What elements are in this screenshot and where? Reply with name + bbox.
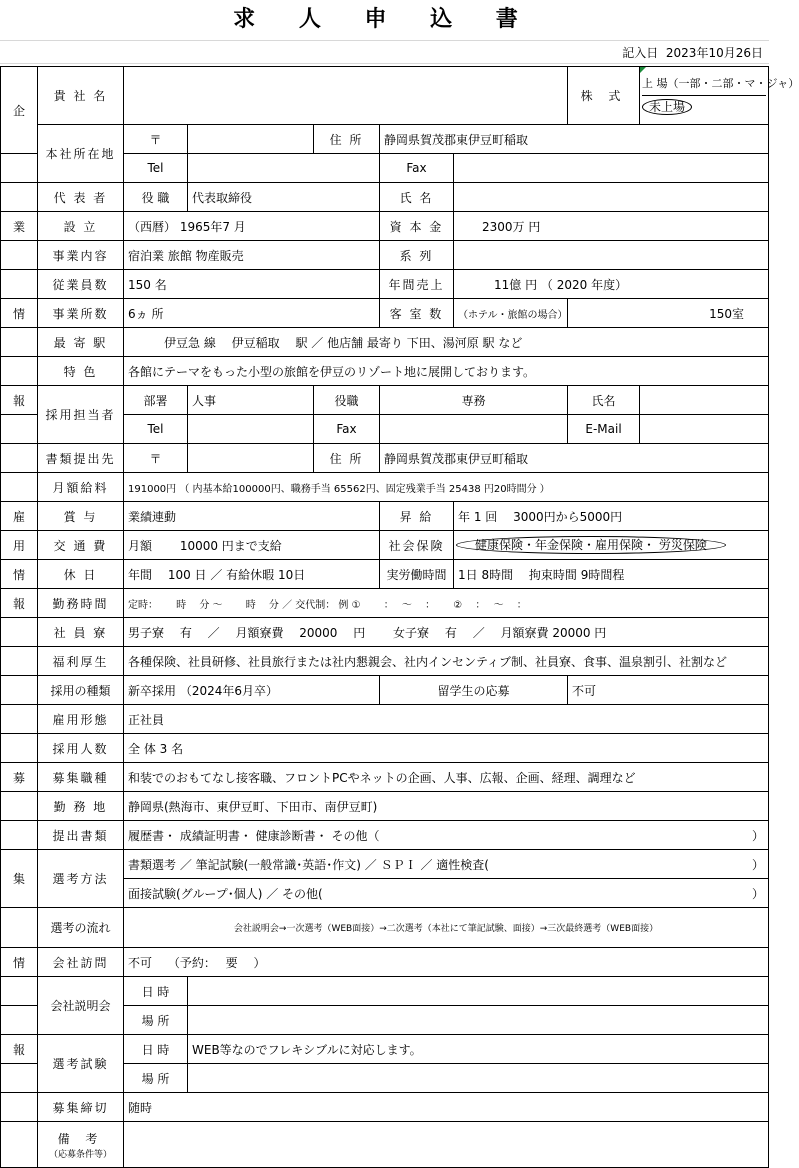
rooms-value[interactable]: 150室	[568, 299, 769, 328]
docs-close-paren: ）	[752, 828, 765, 843]
form-title: 求 人 申 込 書	[233, 7, 536, 32]
exam-place-label: 場 所	[124, 1064, 188, 1093]
section-recruit-char-4: 報	[1, 1035, 38, 1064]
holiday-label: 休 日	[38, 560, 124, 589]
docs-field[interactable]	[124, 821, 769, 850]
hq-tel-label: Tel	[124, 154, 188, 183]
docs-value: 履歴書・ 成績証明書・ 健康診断書・ その他（	[128, 828, 380, 843]
docs-address-value[interactable]: 静岡県賀茂郡東伊豆町稲取	[380, 444, 769, 473]
sales-label: 年間売上	[380, 270, 454, 299]
selection-line-2[interactable]	[124, 879, 769, 908]
contact-tel-label: Tel	[124, 415, 188, 444]
entry-date-value: 2023年10月26日	[665, 46, 763, 60]
contact-fax-label: Fax	[314, 415, 380, 444]
docs-to-label: 書類提出先	[38, 444, 124, 473]
capital-label: 資 本 金	[380, 212, 454, 241]
dept-value[interactable]: 人事	[188, 386, 314, 415]
docs-zip-mark: 〒	[124, 444, 188, 473]
salary-value[interactable]: 191000円 （ 内基本給100000円、職務手当 65562円、固定残業手当 25438 円20時間分 ）	[124, 473, 769, 502]
kabushiki-label: 株 式	[568, 67, 640, 125]
transport-value[interactable]: 月額 10000 円まで支給	[124, 531, 380, 560]
salary-label: 月額給料	[38, 473, 124, 502]
rep-title-label: 役 職	[124, 183, 188, 212]
feature-value[interactable]: 各館にテーマをもった小型の旅館を伊豆のリゾート地に展開しております。	[124, 357, 769, 386]
briefing-place-label: 場 所	[124, 1006, 188, 1035]
group-label: 系 列	[380, 241, 454, 270]
selection-line-2-text: 面接試験(グループ･個人) ／ その他(	[128, 886, 323, 901]
section-company-char-4: 報	[1, 386, 38, 415]
station-value[interactable]: 伊豆急 線 伊豆稲取 駅 ／ 他店舗 最寄り 下田、湯河原 駅 など	[124, 328, 769, 357]
post-value[interactable]: 専務	[380, 386, 568, 415]
rooms-label: 客 室 数	[380, 299, 454, 328]
docs-zip-value[interactable]	[188, 444, 314, 473]
hq-zip-mark: 〒	[124, 125, 188, 154]
rooms-note: （ホテル・旅館の場合）	[454, 299, 568, 328]
entry-date	[622, 44, 763, 62]
briefing-place-value[interactable]	[188, 1006, 769, 1035]
briefing-date-value[interactable]	[188, 977, 769, 1006]
email-label: E-Mail	[568, 415, 640, 444]
selection-label: 選考方法	[38, 850, 124, 908]
exam-label: 選考試験	[38, 1035, 124, 1093]
selection-close-paren-2: ）	[752, 886, 765, 901]
entry-date-label: 記入日	[622, 46, 659, 60]
insurance-label: 社会保険	[380, 531, 454, 560]
insurance-value: 健康保険・年金保険・雇用保険・ 労災保険	[456, 536, 726, 554]
capital-value[interactable]: 2300万 円	[454, 212, 769, 241]
offices-value[interactable]: 6ヵ 所	[124, 299, 380, 328]
rep-title-value[interactable]: 代表取締役	[188, 183, 380, 212]
hq-tel-value[interactable]	[188, 154, 380, 183]
sales-value[interactable]: 11億 円 （ 2020 年度）	[454, 270, 769, 299]
feature-label: 特 色	[38, 357, 124, 386]
contact-tel-value[interactable]	[188, 415, 314, 444]
section-employment-char-4: 報	[1, 589, 38, 618]
intl-value[interactable]: 不可	[568, 676, 769, 705]
dorm-label: 社 員 寮	[38, 618, 124, 647]
hq-label: 本社所在地	[38, 125, 124, 183]
jobs-value[interactable]: 和装でのおもてなし接客職、フロントPCやネットの企画、人事、広報、企画、経理、調理など	[124, 763, 769, 792]
employees-label: 従業員数	[38, 270, 124, 299]
employees-value[interactable]: 150 名	[124, 270, 380, 299]
intl-label: 留学生の応募	[380, 676, 568, 705]
business-value[interactable]: 宿泊業 旅館 物産販売	[124, 241, 380, 270]
exam-place-value[interactable]	[188, 1064, 769, 1093]
est-value[interactable]: （西暦） 1965年7 月	[124, 212, 380, 241]
flow-label: 選考の流れ	[38, 908, 124, 948]
count-label: 採用人数	[38, 734, 124, 763]
hq-fax-label: Fax	[380, 154, 454, 183]
worktime-label: 勤務時間	[38, 589, 124, 618]
visit-value[interactable]: 不可 （予約： 要 ）	[124, 948, 769, 977]
email-value[interactable]	[640, 415, 769, 444]
hours-label: 実労働時間	[380, 560, 454, 589]
section-recruit-char-3: 情	[1, 948, 38, 977]
section-employment-char-1: 雇	[1, 502, 38, 531]
worktime-value[interactable]: 定時： 時 分 ～ 時 分 ／ 交代制： 例 ① ： ～ ： ② ： ～ ：	[124, 589, 769, 618]
post-label: 役職	[314, 386, 380, 415]
welfare-value[interactable]: 各種保険、社員研修、社員旅行または社内懇親会、社内インセンティブ制、社員寮、食事、温泉割引、社割など	[124, 647, 769, 676]
section-employment-char-3: 情	[1, 560, 38, 589]
section-company-char-2: 業	[1, 212, 38, 241]
remarks-label-cell	[38, 1122, 124, 1168]
holiday-value[interactable]: 年間 100 日 ／ 有給休暇 10日	[124, 560, 380, 589]
rep-name-value[interactable]	[454, 183, 769, 212]
section-recruit-char-1: 募	[1, 763, 38, 792]
location-label: 勤 務 地	[38, 792, 124, 821]
rep-label: 代 表 者	[38, 183, 124, 212]
contact-fax-value[interactable]	[380, 415, 568, 444]
company-name-value[interactable]	[124, 67, 568, 125]
est-label: 設 立	[38, 212, 124, 241]
listing-unlisted: 未上場	[642, 99, 692, 115]
deadline-label: 募集締切	[38, 1093, 124, 1122]
transport-label: 交 通 費	[38, 531, 124, 560]
form-label: 雇用形態	[38, 705, 124, 734]
exam-date-value[interactable]: WEB等なのでフレキシブルに対応します。	[188, 1035, 769, 1064]
dorm-value[interactable]: 男子寮 有 ／ 月額寮費 20000 円 女子寮 有 ／ 月額寮費 20000 円	[124, 618, 769, 647]
section-recruit-char-2: 集	[1, 850, 38, 908]
selection-close-paren-1: ）	[752, 857, 765, 872]
remarks-sub-label: （応募条件等）	[48, 1149, 112, 1160]
visit-label: 会社訪問	[38, 948, 124, 977]
bonus-value[interactable]: 業績連動	[124, 502, 380, 531]
selection-line-1[interactable]	[124, 850, 769, 879]
contact-label: 採用担当者	[38, 386, 124, 444]
docs-label: 提出書類	[38, 821, 124, 850]
section-employment-char-2: 用	[1, 531, 38, 560]
type-value[interactable]: 新卒採用 （2024年6月卒）	[124, 676, 380, 705]
type-label: 採用の種類	[38, 676, 124, 705]
exam-date-label: 日 時	[124, 1035, 188, 1064]
bonus-label: 賞 与	[38, 502, 124, 531]
offices-label: 事業所数	[38, 299, 124, 328]
raise-label: 昇 給	[380, 502, 454, 531]
briefing-date-label: 日 時	[124, 977, 188, 1006]
jobs-label: 募集職種	[38, 763, 124, 792]
hq-address-value[interactable]: 静岡県賀茂郡東伊豆町稲取	[380, 125, 769, 154]
person-label: 氏名	[568, 386, 640, 415]
listing-listed: 上 場（一部・二部・マ・ジャ）	[642, 77, 799, 90]
hq-address-label: 住 所	[314, 125, 380, 154]
form-table	[0, 66, 799, 1168]
rep-name-label: 氏 名	[380, 183, 454, 212]
company-name-label: 貴 社 名	[38, 67, 124, 125]
hq-zip-value[interactable]	[188, 125, 314, 154]
briefing-label: 会社説明会	[38, 977, 124, 1035]
hq-fax-value[interactable]	[454, 154, 769, 183]
form-value[interactable]: 正社員	[124, 705, 769, 734]
deadline-value[interactable]: 随時	[124, 1093, 769, 1122]
flow-value[interactable]: 会社説明会→一次選考（WEB面接）→二次選考（本社にて筆記試験、面接）→三次最終選考（WEB面接）	[124, 908, 769, 948]
section-company-char-1: 企	[1, 67, 38, 154]
count-value[interactable]: 全 体 3 名	[124, 734, 769, 763]
person-value[interactable]	[640, 386, 769, 415]
raise-value[interactable]: 年 1 回 3000円から5000円	[454, 502, 769, 531]
welfare-label: 福利厚生	[38, 647, 124, 676]
selection-line-1-text: 書類選考 ／ 筆記試験(一般常識･英語･作文) ／ ＳＰＩ ／ 適性検査(	[128, 857, 489, 872]
group-value[interactable]	[454, 241, 769, 270]
remarks-label: 備 考	[57, 1131, 104, 1146]
location-value[interactable]: 静岡県(熱海市、東伊豆町、下田市、南伊豆町)	[124, 792, 769, 821]
hours-value[interactable]: 1日 8時間 拘束時間 9時間程	[454, 560, 769, 589]
remarks-value[interactable]	[124, 1122, 769, 1168]
station-label: 最 寄 駅	[38, 328, 124, 357]
section-company-char-3: 情	[1, 299, 38, 328]
docs-address-label: 住 所	[314, 444, 380, 473]
listing-status[interactable]	[640, 67, 799, 125]
dept-label: 部署	[124, 386, 188, 415]
insurance-field[interactable]	[454, 531, 769, 560]
business-label: 事業内容	[38, 241, 124, 270]
